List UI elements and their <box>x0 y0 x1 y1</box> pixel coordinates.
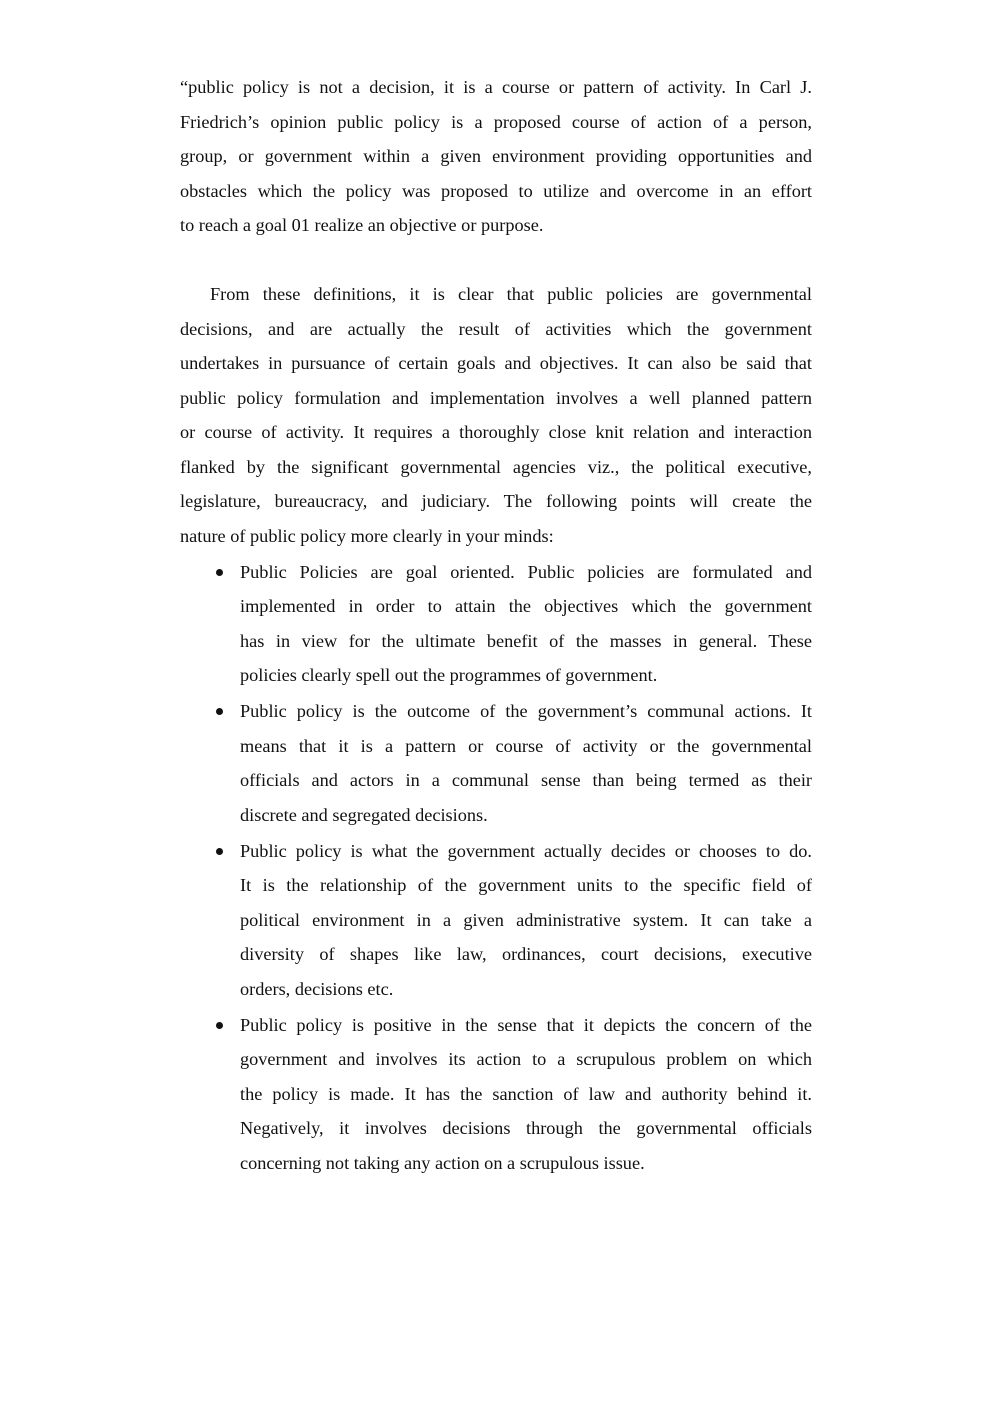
bullet-item <box>240 694 812 832</box>
bullet-icon <box>216 569 223 576</box>
text-line: government and involves its action to a scrupulous problem on which <box>240 1049 812 1069</box>
text-line: obstacles which the policy was proposed to utilize and overcome in an effort <box>180 180 812 201</box>
text-line: legislature, bureaucracy, and judiciary. The following points will create the <box>180 491 812 511</box>
text-line: decisions, and are actually the result of activities which the government <box>180 318 812 339</box>
text-line: means that it is a pattern or course of activity or the governmental <box>240 735 812 756</box>
text-line: Friedrich’s opinion public policy is a proposed course of action of a person, <box>180 111 812 132</box>
text-line: nature of public policy more clearly in your minds: <box>180 525 554 546</box>
text-line: orders, decisions etc. <box>240 978 394 999</box>
paragraph-definition <box>180 70 812 243</box>
text-line: “public policy is not a decision, it is a course or pattern of activity. In Carl J. <box>180 77 812 97</box>
bullet-icon <box>216 1022 223 1029</box>
document-page <box>180 70 812 1180</box>
text-line: concerning not taking any action on a scrupulous issue. <box>240 1152 645 1173</box>
text-line: flanked by the significant governmental agencies viz., the political executive, <box>180 456 812 477</box>
bullet-icon <box>216 708 223 715</box>
text-line: implemented in order to attain the objectives which the government <box>240 596 812 616</box>
text-line: From these definitions, it is clear that public policies are governmental <box>210 284 812 304</box>
text-line: Negatively, it involves decisions through the governmental officials <box>240 1118 812 1138</box>
text-line: It is the relationship of the government units to the specific field of <box>240 875 812 895</box>
text-line: policies clearly spell out the programmes of government. <box>240 665 658 685</box>
text-line: Public Policies are goal oriented. Public policies are formulated and <box>240 561 812 582</box>
bullet-item <box>240 555 812 693</box>
text-line: undertakes in pursuance of certain goals and objectives. It can also be said that <box>180 353 812 373</box>
bullet-item <box>240 1008 812 1181</box>
text-line: Public policy is what the government actually decides or chooses to do. <box>240 840 812 861</box>
paragraph-gap <box>180 243 812 278</box>
text-line: to reach a goal 01 realize an objective or purpose. <box>180 215 544 235</box>
text-line: or course of activity. It requires a thoroughly close knit relation and interaction <box>180 422 812 442</box>
text-line: group, or government within a given environment providing opportunities and <box>180 146 812 166</box>
text-line: Public policy is the outcome of the government’s communal actions. It <box>240 701 812 721</box>
text-line: political environment in a given administrative system. It can take a <box>240 909 812 930</box>
text-line: officials and actors in a communal sense than being termed as their <box>240 770 812 790</box>
text-line: public policy formulation and implementation involves a well planned pattern <box>180 387 812 408</box>
text-line: has in view for the ultimate benefit of the masses in general. These <box>240 630 812 651</box>
paragraph-summary <box>180 277 812 553</box>
text-line: Public policy is positive in the sense that it depicts the concern of the <box>240 1014 812 1035</box>
text-line: diversity of shapes like law, ordinances, court decisions, executive <box>240 944 812 964</box>
bullet-item <box>240 834 812 1007</box>
bullet-icon <box>216 848 223 855</box>
text-line: the policy is made. It has the sanction of law and authority behind it. <box>240 1083 812 1104</box>
text-line: discrete and segregated decisions. <box>240 804 488 825</box>
